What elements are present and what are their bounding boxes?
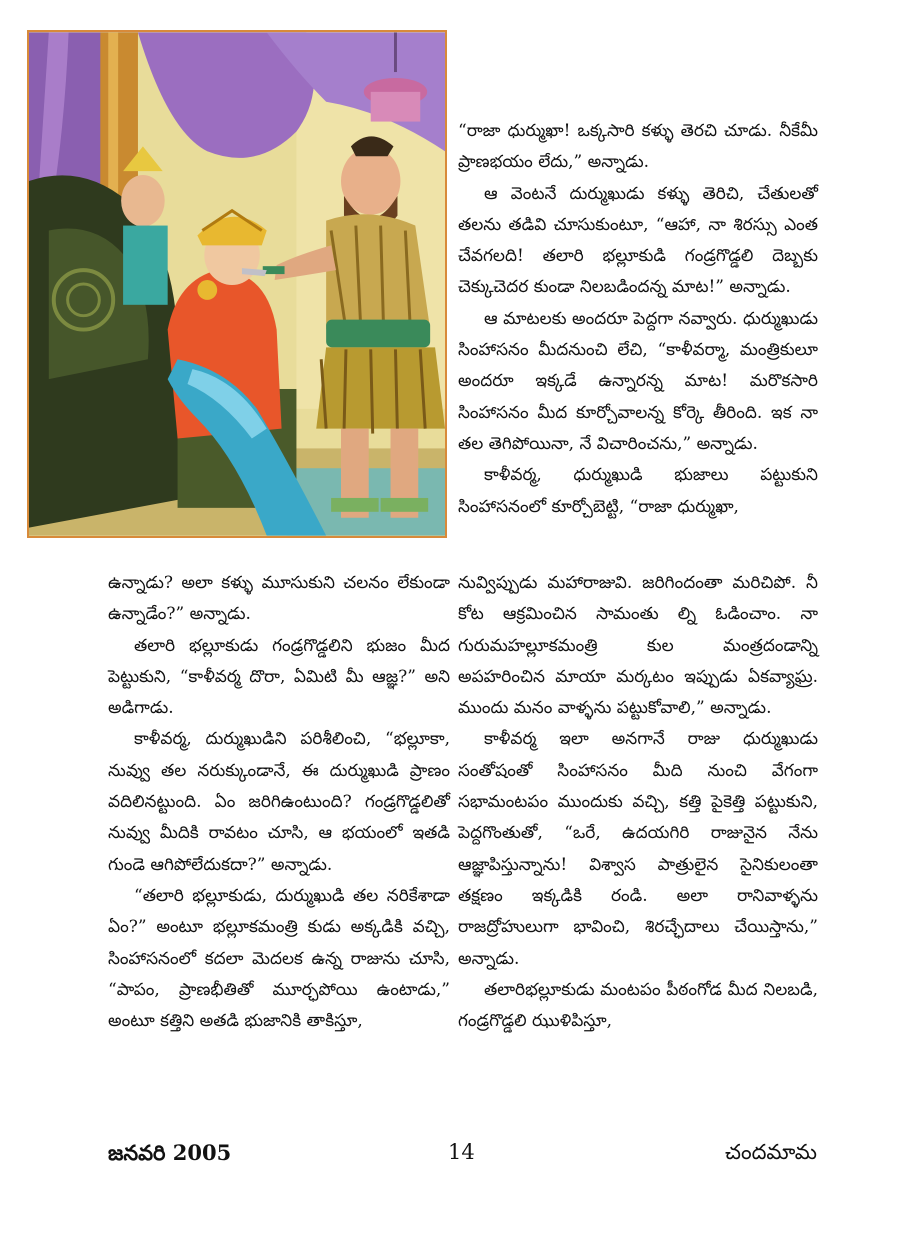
story-illustration xyxy=(27,30,447,538)
story-column-right-top xyxy=(458,116,818,523)
story-column-left xyxy=(108,568,450,1037)
story-paragraph: “రాజా ధుర్ముఖా! ఒక్కసారి కళ్ళు తెరచి చూడు. నీకేమీ ప్రాణభయం లేదు,” అన్నాడు. xyxy=(458,121,818,173)
story-paragraph: తలారి భల్లూకుడు గండ్రగొడ్డలిని భుజం మీద పెట్టుకుని, “కాళీవర్మ దొరా, ఏమిటి మీ ఆజ్ఞ?” అని అడిగాడు. xyxy=(108,635,450,719)
story-paragraph: కాళీవర్మ ఇలా అనగానే రాజు ధుర్ముఖుడు సంతోషంతో సింహాసనం మీది నుంచి వేగంగా సభామంటపం ముందుకు వచ్చి, కత్తి పైకెత్తి పట్టుకుని, పెద్దగొంతుతో, “ఒరే, ఉదయగిరి రాజునైన నేను ఆజ్ఞాపిస్తున్నాను! విశ్వాస పాత్రులైన సైనికులంతా తక్షణం ఇక్కడికి రండి. అలా రానివాళ్ళను రాజద్రోహులుగా భావించి, శిరచ్ఛేదాలు చేయిస్తాను,” అన్నాడు. xyxy=(458,729,818,969)
story-column-right-bottom xyxy=(458,568,818,1037)
throne-room-illustration-icon xyxy=(29,32,445,536)
footer-page-number: 14 xyxy=(448,1140,475,1164)
story-paragraph: ఆ మాటలకు అందరూ పెద్దగా నవ్వారు. ధుర్ముఖుడు సింహాసనం మీదనుంచి లేచి, “కాళీవర్మా, మంత్రికులూ అందరూ ఇక్కడే ఉన్నారన్న మాట! మరొకసారి సింహాసనం మీద కూర్చోవాలన్న కోర్కె తీరింది. ఇక నా తల తెగిపోయినా, నే విచారించను,” అన్నాడు. xyxy=(458,308,818,454)
story-paragraph: తలారిభల్లూకుడు మంటపం పీఠంగోడ మీద నిలబడి, గండ్రగొడ్డలి ఝుళిపిస్తూ, xyxy=(458,979,818,1032)
story-paragraph: ఆ వెంటనే దుర్ముఖుడు కళ్ళు తెరిచి, చేతులతో తలను తడివి చూసుకుంటూ, “ఆహా, నా శిరస్సు ఎంత చేవగలది! తలారి భల్లూకుడి గండ్రగొడ్డలి దెబ్బకు చెక్కుచెదర కుండా నిలబడిందన్న మాట!” అన్నాడు. xyxy=(458,183,818,298)
story-paragraph: నువ్విప్పుడు మహారాజువి. జరిగిందంతా మరిచిపో. నీ కోట ఆక్రమించిన సామంతు ల్ని ఓడించాం. నా గురుమహల్లూకమంత్రి కుల మంత్రదండాన్ని అపహరించిన మాయా మర్కటం ఇప్పుడు ఏకవ్యాఘ్ర. ముందు మనం వాళ్ళను పట్టుకోవాలి,” అన్నాడు. xyxy=(458,573,818,719)
story-paragraph: కాళీవర్మ, దుర్ముఖుడిని పరిశీలించి, “భల్లూకా, నువ్వు తల నరుక్కుండానే, ఈ దుర్ముఖుడి ప్రాణం వదిలినట్టుంది. ఏం జరిగిఉంటుంది? గండ్రగొడ్డలితో నువ్వు మీదికి రావటం చూసి, ఆ భయంలో ఇతడి గుండె ఆగిపోలేదుకదా?” అన్నాడు. xyxy=(108,729,450,875)
footer-date: జనవరి 2005 xyxy=(108,1140,232,1165)
story-paragraph: కాళీవర్మ, ధుర్ముఖుడి భుజాలు పట్టుకుని సింహాసనంలో కూర్చోబెట్టి, “రాజా ధుర్ముఖా, xyxy=(458,465,818,517)
story-paragraph: “తలారి భల్లూకుడు, దుర్ముఖుడి తల నరికేశాడా ఏం?” అంటూ భల్లూకమంత్రి కుడు అక్కడికి వచ్చి, సింహాసనంలో కదలా మెదలక ఉన్న రాజును చూసి, “పాపం, ప్రాణభీతితో మూర్ఛపోయి ఉంటాడు,” అంటూ కత్తిని అతడి భుజానికి తాకిస్తూ, xyxy=(108,885,450,1032)
story-paragraph: ఉన్నాడు? అలా కళ్ళు మూసుకుని చలనం లేకుండా ఉన్నాడేం?” అన్నాడు. xyxy=(108,573,450,625)
footer-magazine-name: చందమామ xyxy=(725,1140,817,1164)
